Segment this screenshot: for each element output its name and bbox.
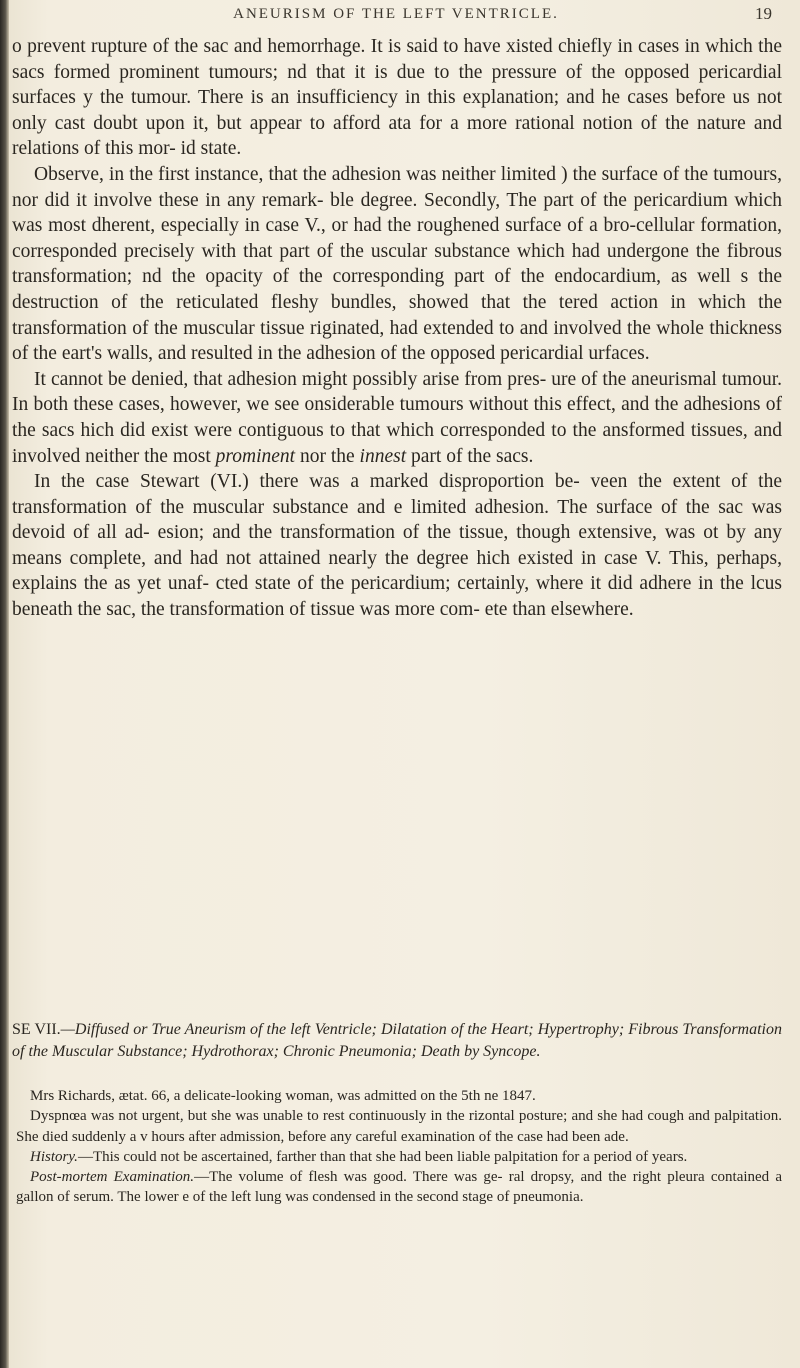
case-title: —Diffused or True Aneurism of the left Ventricle; Dilatation of the Heart; Hypertrophy; Fibrous Transformation of the Muscular Substance; Hydrothorax; Chronic Pneumonia; Death by Syncope.: [12, 1021, 783, 1060]
paragraph-3-emphasis-innest: innest: [359, 445, 407, 467]
history-text: —This could not be ascertained, farther than that she had been liable palpitation for a period of years.: [77, 1148, 688, 1165]
postmortem-label: Post-mortem Examination.: [30, 1169, 195, 1186]
postmortem-text: —The volume of flesh was good. There was ge- ral dropsy, and the right pleura contained a gallon of serum. The lower e of the left lung was condensed in the second stage of pneumonia.: [16, 1169, 782, 1206]
paragraph-3-text-a: It cannot be denied, that adhesion might possibly arise from pres- ure of the aneurismal tumour. In both these cases, however, we see onsiderable tumours without this effect, and the adhesions of the sacs hich did exist were contiguous to that which corresponded to the ansformed tissues, and involved neither the most: [12, 368, 782, 467]
page-number: 19: [755, 4, 772, 23]
history-label: History.: [30, 1148, 78, 1165]
paragraph-3: [12, 367, 782, 469]
paragraph-3-text-c: part of the sacs.: [406, 445, 534, 467]
paragraph-2: Observe, in the first instance, that the adhesion was neither limited ) the surface of the tumours, nor did it involve these in any remark- ble degree. Secondly, The part of the pericardium which was most dherent, especially in case V., or had the roughened surface of a bro-cellular formation, corresponded precisely with that part of the uscular substance which had undergone the fibrous transformation; nd the opacity of the corresponding part of the endocardium, as well s the destruction of the reticulated fleshy bundles, showed that the tered action in which the transformation of the muscular tissue riginated, had extended to and involved the whole thickness of the eart's walls, and resulted in the adhesion of the opposed pericardial urfaces.: [12, 163, 782, 365]
case-notes: [16, 1086, 782, 1208]
paragraph-3-text-b: nor the: [295, 445, 360, 467]
paragraph-1: o prevent rupture of the sac and hemorrhage. It is said to have xisted chiefly in cases in which the sacs formed prominent tumours; nd that it is due to the pressure of the opposed pericardial surfaces y the tumour. There is an insufficiency in this explanation; and he cases before us not only cast doubt upon it, but appear to afford ata for a more rational notion of the nature and relations of this mor- id state.: [12, 36, 782, 160]
case-label: SE VII.: [12, 1021, 61, 1038]
running-head: [20, 6, 772, 36]
case-symptoms: Dyspnœa was not urgent, but she was unable to rest continuously in the rizontal posture; and she had cough and palpitation. She died suddenly a v hours after admission, before any careful examination of the case had been ade.: [16, 1108, 782, 1145]
running-title: ANEURISM OF THE LEFT VENTRICLE.: [233, 6, 559, 22]
case-patient-admission: Mrs Richards, ætat. 66, a delicate-looking woman, was admitted on the 5th ne 1847.: [30, 1088, 536, 1104]
book-gutter-shadow: [0, 0, 9, 1368]
case-postmortem: [16, 1167, 782, 1208]
main-text: [12, 34, 782, 623]
case-history: [16, 1147, 782, 1167]
paragraph-4: In the case Stewart (VI.) there was a marked disproportion be- veen the extent of the transformation of the muscular substance and e limited adhesion. The surface of the sac was devoid of all ad- esion; and the transformation of the tissue, though extensive, was ot by any means complete, and had not attained nearly the degree hich existed in case V. This, perhaps, explains the as yet unaf- cted state of the pericardium; certainly, where it did adhere in the lcus beneath the sac, the transformation of tissue was more com- ete than elsewhere.: [12, 471, 782, 621]
paragraph-3-emphasis-prominent: prominent: [215, 445, 296, 467]
case-heading: [12, 1019, 782, 1063]
